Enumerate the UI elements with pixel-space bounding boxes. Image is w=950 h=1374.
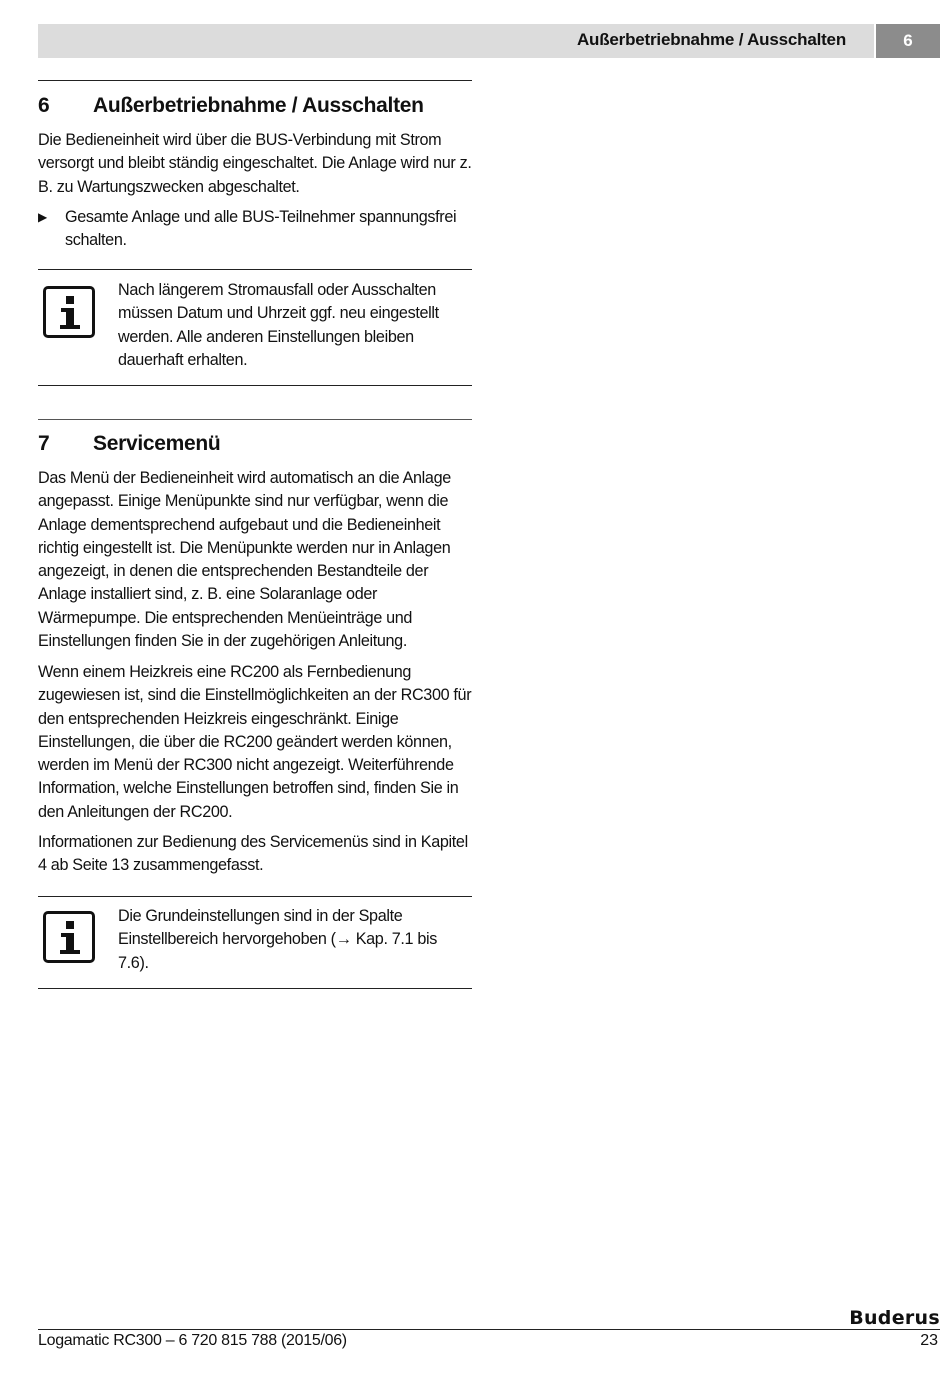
buderus-logo: Buderus [849, 1307, 940, 1329]
instruction-text: Gesamte Anlage und alle BUS-Teilnehmer spannungsfrei schalten. [65, 208, 457, 250]
section-6-heading [38, 94, 424, 118]
info-icon [43, 286, 95, 338]
section-divider [38, 80, 472, 81]
note-bottom-divider [38, 988, 472, 989]
note-top-divider [38, 896, 472, 897]
running-header-title: Außerbetriebnahme / Ausschalten [576, 30, 846, 49]
section-7-paragraph-3: Informationen zur Bedienung des Servicemenüs sind in Kapitel 4 ab Seite 13 zusammengefasst. [38, 833, 468, 875]
footer-divider [38, 1329, 940, 1330]
section-number: 7 [38, 432, 50, 455]
section-7-heading [38, 432, 220, 456]
chapter-number-tab: 6 [876, 24, 940, 58]
info-note-text: Nach längerem Stromausfall oder Ausschalten müssen Datum und Uhrzeit ggf. neu eingestellt werden. Alle anderen Einstellungen bleiben dauerhaft erhalten. [118, 281, 439, 369]
page-number: 23 [920, 1332, 938, 1349]
note-bottom-divider [38, 385, 472, 386]
note-top-divider [38, 269, 472, 270]
section-7-paragraph-2: Wenn einem Heizkreis eine RC200 als Fernbedienung zugewiesen ist, sind die Einstellmöglichkeiten an der RC300 für den entsprechenden Heizkreis eingeschränkt. Einige Einstellungen, die über die RC200 geändert werden können, werden im Menü der RC300 nicht angezeigt. Weiterführende Information, welche Einstellungen betroffen sind, finden Sie in den Anleitungen der RC200. [38, 663, 472, 821]
section-7-paragraph-1: Das Menü der Bedieneinheit wird automatisch an die Anlage angepasst. Einige Menüpunkte sind nur verfügbar, wenn die Anlage dementsprechend aufgebaut und die Bedieneinheit richtig eingestellt ist. Die Menüpunkte werden nur in Anlagen angezeigt, in denen die entsprechenden Bestandteile der Anlage installiert sind, z. B. eine Solaranlage oder Wärmepumpe. Die entsprechenden Menüeinträge und Einstellungen finden Sie in der zugehörigen Anleitung. [38, 469, 451, 651]
section-number: 6 [38, 94, 50, 117]
section-title: Außerbetriebnahme / Ausschalten [93, 94, 424, 117]
info-icon [43, 911, 95, 963]
bullet-arrow-icon: ▶ [38, 210, 47, 224]
instruction-step [38, 206, 474, 253]
section-6-paragraph: Die Bedieneinheit wird über die BUS-Verbindung mit Strom versorgt und bleibt ständig eingeschaltet. Die Anlage wird nur z. B. zu Wartungszwecken abgeschaltet. [38, 131, 472, 196]
header-bar [38, 24, 874, 58]
section-title: Servicemenü [93, 432, 221, 455]
section-divider [38, 419, 472, 420]
document-reference: Logamatic RC300 – 6 720 815 788 (2015/06) [38, 1332, 347, 1349]
info-note-text: Die Grundeinstellungen sind in der Spalte Einstellbereich hervorgehoben (→ Kap. 7.1 bis 7.6). [118, 907, 437, 972]
